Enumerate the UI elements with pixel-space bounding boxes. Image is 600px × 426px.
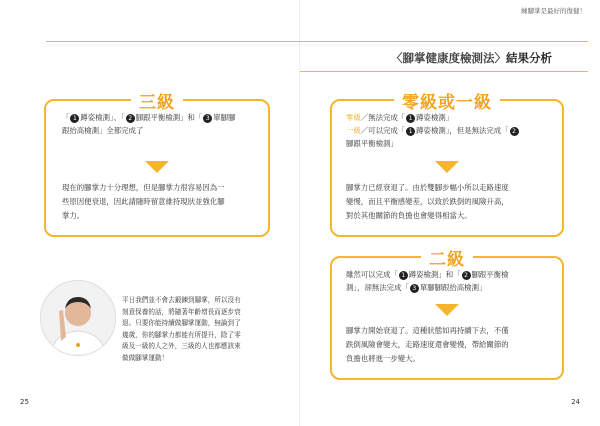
result-line: 腳掌力已經衰退了。由於雙腳步幅小所以走路速度 <box>346 183 509 192</box>
level3-cond-text: 腳跟平衡檢測」和「 <box>135 113 203 122</box>
number-3-badge: 3 <box>203 114 212 123</box>
result-line: 些原因便衰退，因此請隨時留意維持現狀並強化腳 <box>62 197 225 206</box>
level2-label: 二級 <box>421 245 473 270</box>
number-3-badge: 3 <box>410 284 419 293</box>
level1-text: 蹲姿檢測」，但是無法完成「 <box>416 126 509 135</box>
section-title-main: 結果分析 <box>506 51 552 65</box>
running-head: 練腳掌是最好的復健！ <box>521 7 586 15</box>
number-1-badge: 1 <box>70 114 79 123</box>
result-line: 變慢，而且平衡感變差，以致於跌倒的風險升高， <box>346 197 509 206</box>
number-2-badge: 2 <box>510 127 519 136</box>
avatar-photo <box>41 281 115 355</box>
result-line: 腳掌力開始衰退了。這種狀態如再持續下去，不僅 <box>346 326 509 335</box>
level2-result <box>346 324 556 366</box>
number-2-badge: 2 <box>126 114 135 123</box>
level0-1-label: 零級或一級 <box>394 88 500 113</box>
title-underline <box>300 71 588 72</box>
note-line: 平日我們並不會去鍛鍊到腳掌，所以沒有 <box>122 296 241 304</box>
level1-text: ／可以完成「 <box>360 126 406 135</box>
level2-cond-text: 單腳腳跟抬高檢測」 <box>419 283 487 292</box>
note-line: 幾歲，你的腳掌力都能有所提升，除了零 <box>122 330 241 339</box>
level3-card <box>44 93 270 237</box>
note-line: 做做腳掌運動！ <box>122 353 169 362</box>
level2-cond-text: 雖然可以完成「 <box>346 270 398 279</box>
down-arrow-icon <box>435 161 459 173</box>
author-avatar <box>40 280 116 356</box>
top-rule-left <box>46 41 300 42</box>
page-number-left: 25 <box>20 398 29 406</box>
result-line: 對於其他關節的負擔也會變得相當大。 <box>346 211 472 220</box>
section-title <box>391 50 552 66</box>
top-rule-right <box>300 41 588 42</box>
level3-cond-text: 「 <box>62 113 70 122</box>
level3-cond-line2: 跟抬高檢測」全都完成了 <box>62 126 144 135</box>
level0-1-result <box>346 181 556 223</box>
note-line: 退。只要你能持續做腳掌運動，無論到了 <box>122 319 241 327</box>
number-1-badge: 1 <box>406 127 415 136</box>
level3-result <box>62 181 262 223</box>
level1-tag: 一級 <box>346 126 361 135</box>
down-arrow-icon <box>435 304 459 316</box>
level2-cond-text: 蹲姿檢測」和「 <box>408 270 461 279</box>
level0-tag: 零級 <box>346 113 361 122</box>
note-line: 級及一級的人之外，三級的人也都應該來 <box>122 342 241 350</box>
number-1-badge: 1 <box>406 114 415 123</box>
level3-condition <box>62 111 258 137</box>
level2-card <box>330 250 564 380</box>
number-1-badge: 1 <box>399 271 408 280</box>
level0-1-card <box>330 93 564 237</box>
level3-cond-text: 蹲姿檢測」、「 <box>80 113 125 122</box>
level2-cond-text: 腳跟平衡檢 <box>471 270 509 279</box>
note-line: 刻意保養的話，將隨著年齡增長而逐步衰 <box>122 307 241 316</box>
result-line: 掌力。 <box>62 211 85 220</box>
level2-condition <box>346 268 552 294</box>
level0-text: 蹲姿檢測」 <box>416 113 454 122</box>
level2-cond-text: 測」，卻無法完成「 <box>346 283 409 292</box>
level0-1-condition <box>346 111 552 150</box>
result-line: 跌倒風險會變大，走路速度還會變慢，帶給關節的 <box>346 340 509 349</box>
page-number-right: 24 <box>571 398 580 406</box>
section-title-bracket: 〈腳掌健康度檢測法〉 <box>391 51 506 65</box>
number-2-badge: 2 <box>462 271 471 280</box>
level1-line3: 腳跟平衡檢測」 <box>346 139 398 148</box>
result-line: 負擔也將進一步變大。 <box>346 354 420 363</box>
level3-label: 三級 <box>131 88 183 113</box>
result-line: 現在的腳掌力十分理想，但是腳掌力很容易因為一 <box>62 183 225 192</box>
level3-cond-text: 單腳腳 <box>213 113 236 122</box>
author-note <box>122 295 268 364</box>
level0-text: ／無法完成「 <box>360 113 406 122</box>
down-arrow-icon <box>145 161 169 173</box>
right-page <box>300 0 600 426</box>
